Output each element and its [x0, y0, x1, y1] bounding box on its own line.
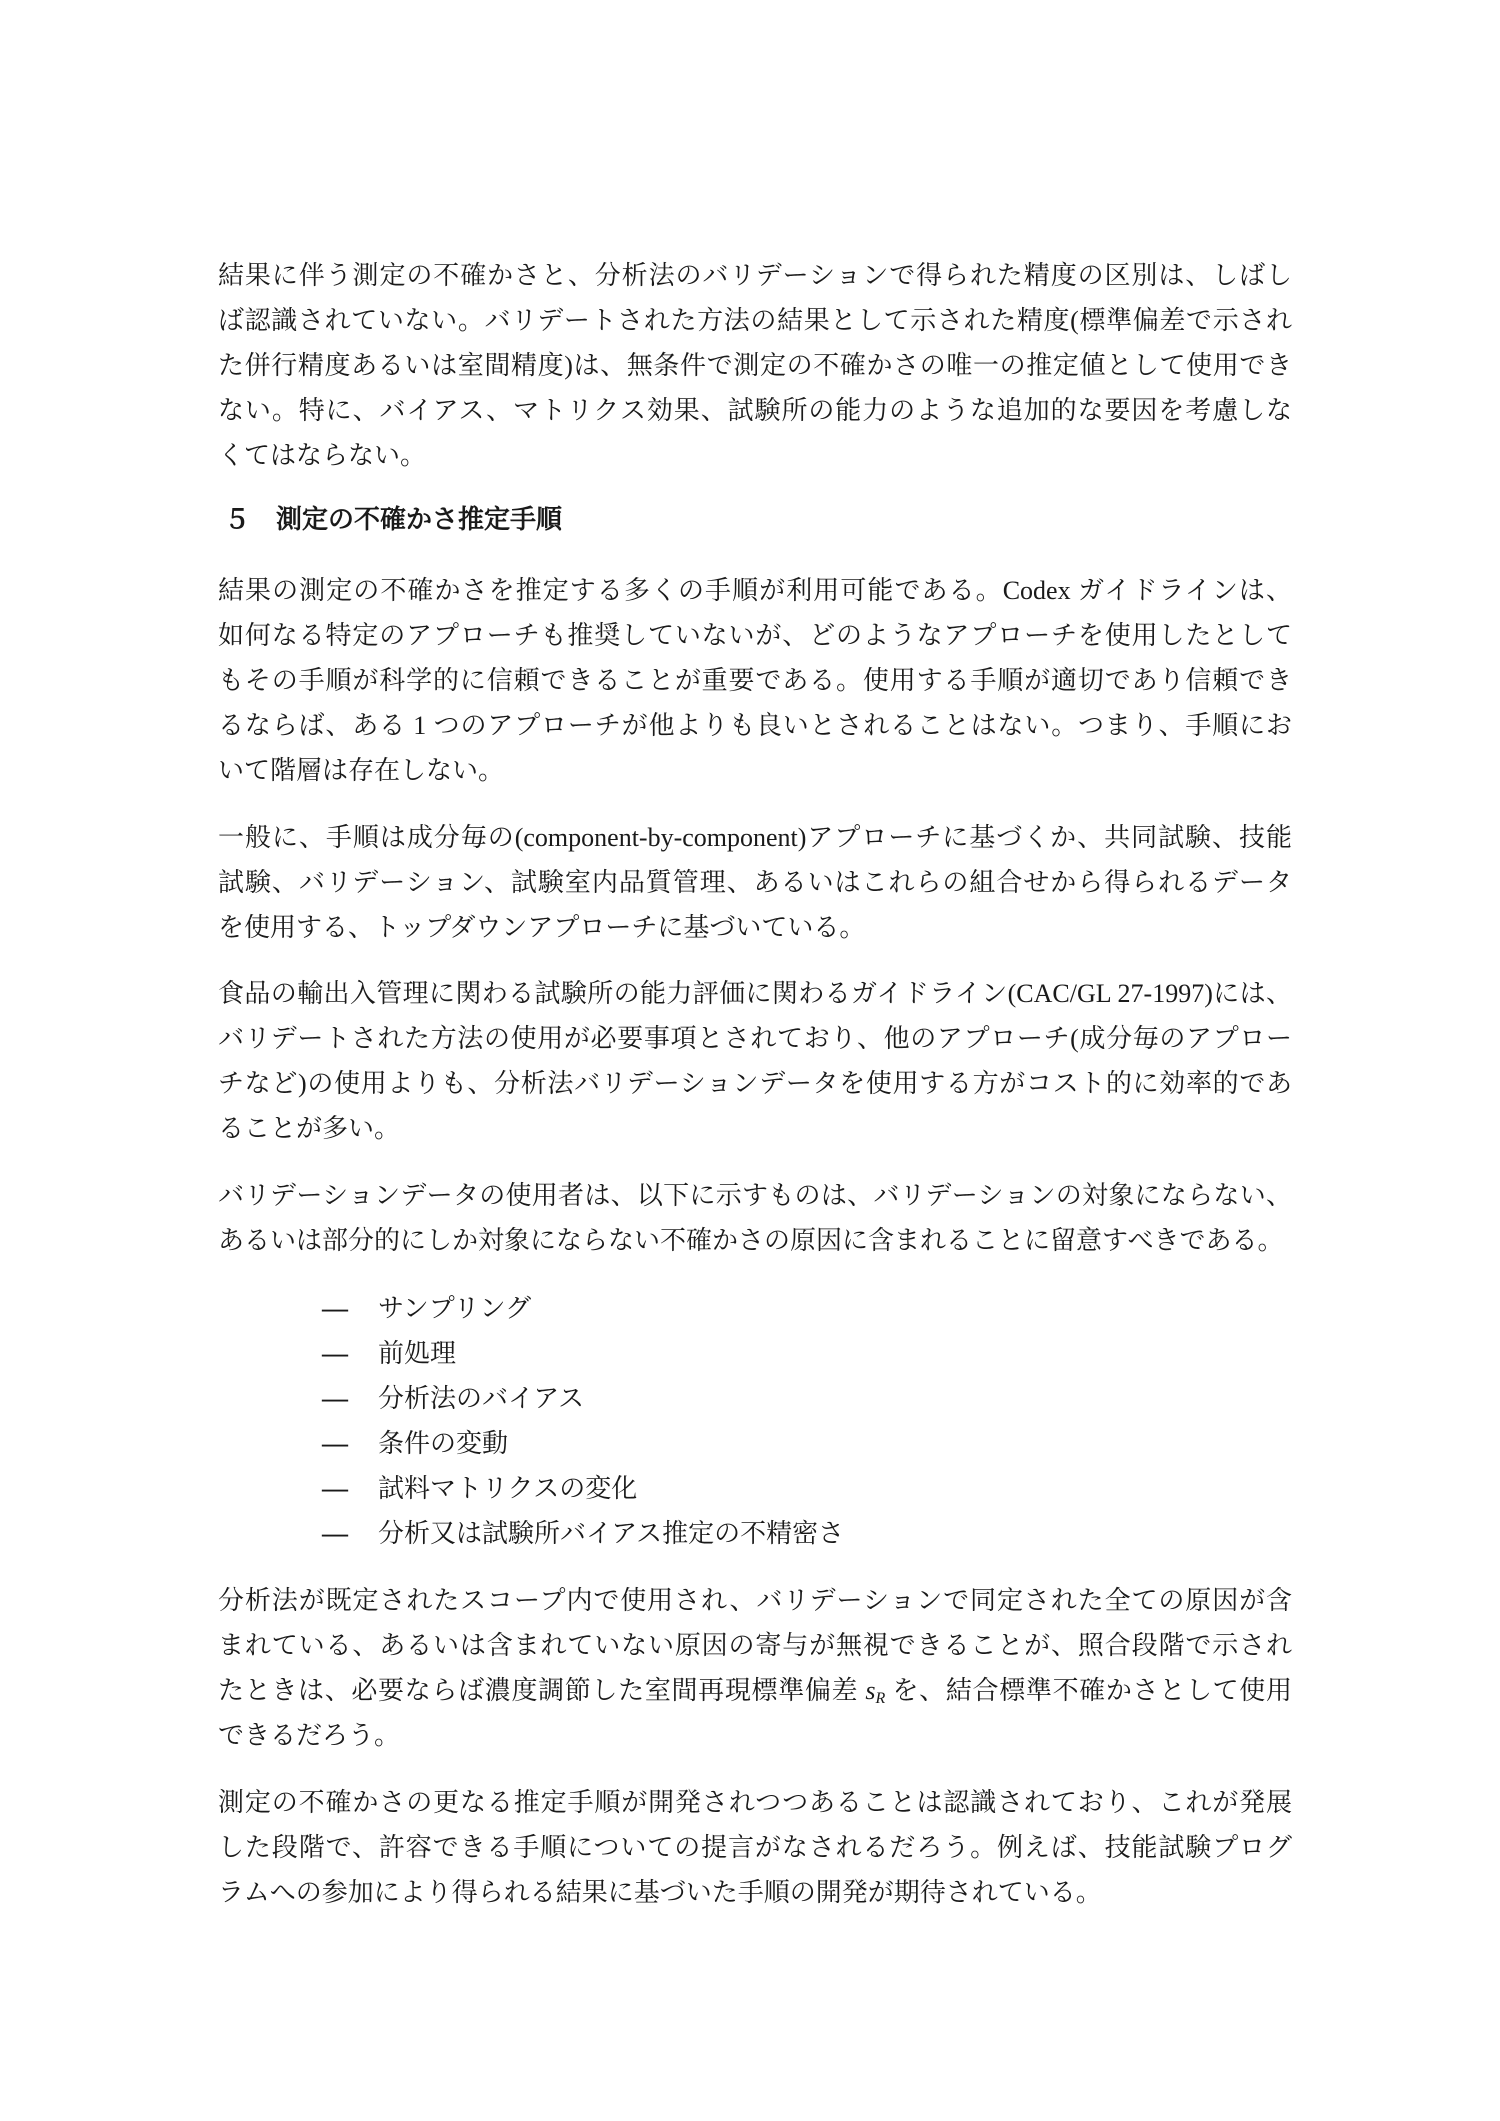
paragraph-line: 測定の不確かさの更なる推定手順が開発されつつあることは認識されており、これが発展: [218, 1788, 1292, 1817]
dash-bullet: —: [322, 1294, 348, 1323]
paragraph-line: もその手順が科学的に信頼できることが重要である。使用する手順が適切であり信頼でき: [218, 666, 1292, 695]
section-title: 測定の不確かさ推定手順: [276, 505, 563, 535]
dash-bullet: —: [322, 1429, 348, 1458]
section-heading: [218, 498, 1292, 543]
symbol-subscript: R: [875, 1690, 886, 1707]
paragraph-line: まれている、あるいは含まれていない原因の寄与が無視できることが、照合段階で示され: [218, 1631, 1292, 1660]
paragraph-5: [218, 1173, 1292, 1263]
paragraph-line: [218, 1668, 1292, 1713]
list-item: [218, 1466, 1292, 1511]
list-item-text: 前処理: [378, 1339, 457, 1368]
paragraph-1: [218, 253, 1292, 478]
paragraph-6: [218, 1578, 1292, 1758]
paragraph-line: バリデートされた方法の使用が必要事項とされており、他のアプローチ(成分毎のアプロー: [218, 1024, 1292, 1053]
paragraph-line: いて階層は存在しない。: [218, 756, 505, 785]
list-item-text: 分析法のバイアス: [378, 1384, 585, 1413]
list-item-text: 試料マトリクスの変化: [378, 1474, 638, 1503]
paragraph-line: ば認識されていない。バリデートされた方法の結果として示された精度(標準偏差で示され: [218, 306, 1292, 335]
list-item: [218, 1511, 1292, 1556]
list-item: [218, 1421, 1292, 1466]
line-text: たときは、必要ならば濃度調節した室間再現標準偏差: [218, 1676, 866, 1705]
symbol-s: s: [865, 1676, 876, 1705]
dash-bullet: —: [322, 1474, 348, 1503]
dash-bullet: —: [322, 1339, 348, 1368]
paragraph-line: 試験、バリデーション、試験室内品質管理、あるいはこれらの組合せから得られるデータ: [218, 868, 1292, 897]
paragraph-line: した段階で、許容できる手順についての提言がなされるだろう。例えば、技能試験プログ: [218, 1833, 1292, 1862]
paragraph-line: ない。特に、バイアス、マトリクス効果、試験所の能力のような追加的な要因を考慮しな: [218, 396, 1292, 425]
list-item: [218, 1331, 1292, 1376]
paragraph-7: [218, 1780, 1292, 1915]
paragraph-line: 結果の測定の不確かさを推定する多くの手順が利用可能である。Codex ガイドラインは、: [218, 576, 1292, 605]
list-item-text: 条件の変動: [378, 1429, 509, 1458]
paragraph-2: [218, 568, 1292, 793]
paragraph-line: ることが多い。: [218, 1114, 401, 1143]
paragraph-line: 分析法が既定されたスコープ内で使用され、バリデーションで同定された全ての原因が含: [218, 1586, 1292, 1615]
paragraph-3: [218, 815, 1292, 950]
paragraph-line: チなど)の使用よりも、分析法バリデーションデータを使用する方がコスト的に効率的であ: [218, 1069, 1292, 1098]
paragraph-line: ラムへの参加により得られる結果に基づいた手順の開発が期待されている。: [218, 1878, 1102, 1907]
paragraph-line: 食品の輸出入管理に関わる試験所の能力評価に関わるガイドライン(CAC/GL 27-1997)には、: [218, 979, 1292, 1008]
list-item-text: サンプリング: [378, 1294, 532, 1323]
paragraph-line: バリデーションデータの使用者は、以下に示すものは、バリデーションの対象にならない、: [218, 1181, 1292, 1210]
paragraph-line: できるだろう。: [218, 1721, 401, 1750]
paragraph-line: るならば、ある 1 つのアプローチが他よりも良いとされることはない。つまり、手順にお: [218, 711, 1292, 740]
paragraph-line: あるいは部分的にしか対象にならない不確かさの原因に含まれることに留意すべきである。: [218, 1226, 1284, 1255]
line-text: を、結合標準不確かさとして使用: [885, 1676, 1292, 1705]
dash-bullet: —: [322, 1519, 348, 1548]
paragraph-line: 結果に伴う測定の不確かさと、分析法のバリデーションで得られた精度の区別は、しばし: [218, 261, 1292, 290]
paragraph-line: た併行精度あるいは室間精度)は、無条件で測定の不確かさの唯一の推定値として使用でき: [218, 351, 1292, 380]
uncertainty-source-list: [218, 1286, 1292, 1556]
paragraph-line: くてはならない。: [218, 441, 427, 470]
list-item: [218, 1286, 1292, 1331]
list-item: [218, 1376, 1292, 1421]
dash-bullet: —: [322, 1384, 348, 1413]
section-number: ５: [224, 505, 251, 535]
paragraph-line: 一般に、手順は成分毎の(component-by-component)アプローチに基づくか、共同試験、技能: [218, 823, 1292, 852]
paragraph-line: を使用する、トップダウンアプローチに基づいている。: [218, 913, 866, 942]
list-item-text: 分析又は試験所バイアス推定の不精密さ: [378, 1519, 845, 1548]
paragraph-4: [218, 971, 1292, 1151]
paragraph-line: 如何なる特定のアプローチも推奨していないが、どのようなアプローチを使用したとして: [218, 621, 1292, 650]
